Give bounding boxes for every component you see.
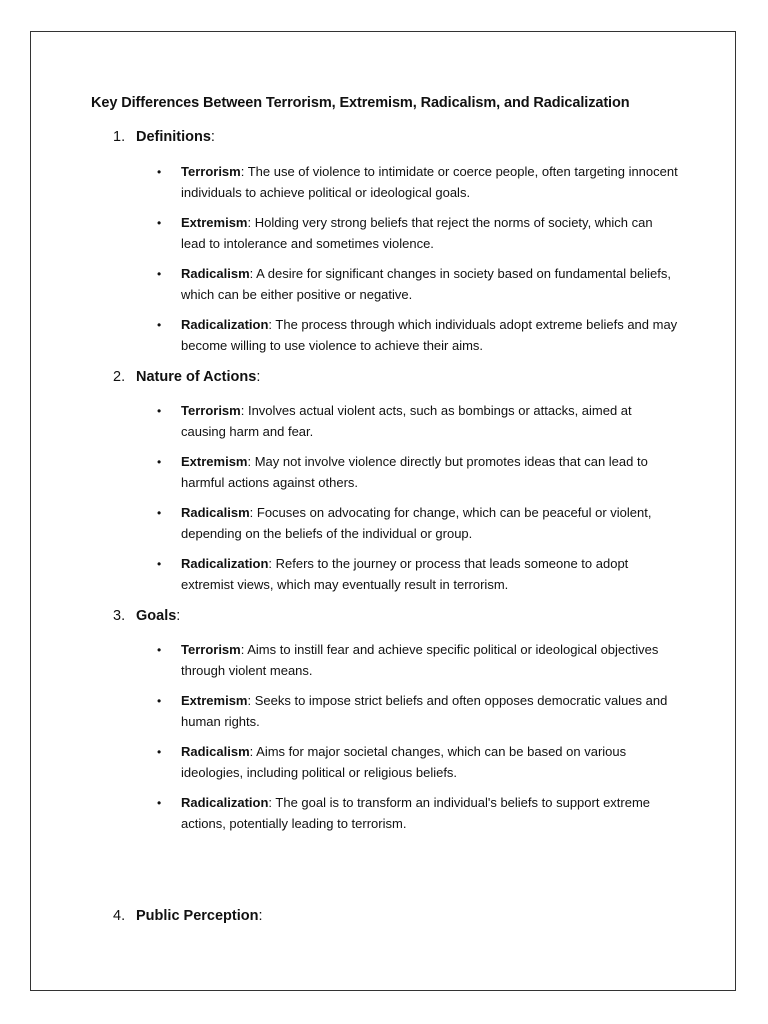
section-colon: : xyxy=(210,129,215,145)
section-heading-public-perception xyxy=(113,908,263,924)
list-item xyxy=(159,742,679,783)
section-number: 1. xyxy=(113,129,126,145)
term-description: : Holding very strong beliefs that reject the norms of society, which can lead to intolerance and sometimes violence. xyxy=(181,215,653,251)
term-label: Extremism xyxy=(181,454,248,469)
bullet-icon: • xyxy=(157,216,162,230)
bullet-icon: • xyxy=(157,557,162,571)
bullet-icon: • xyxy=(157,796,162,810)
term-label: Terrorism xyxy=(181,164,241,179)
bullet-icon: • xyxy=(157,643,162,657)
bullet-icon: • xyxy=(157,404,162,418)
section-number: 4. xyxy=(113,908,126,924)
document-title: Key Differences Between Terrorism, Extremism, Radicalism, and Radicalization xyxy=(91,95,630,111)
term-description: : Aims for major societal changes, which can be based on various ideologies, including political or religious beliefs. xyxy=(181,744,627,780)
section-name: Public Perception xyxy=(136,908,259,924)
bullet-icon: • xyxy=(157,267,162,281)
list-item xyxy=(159,162,679,203)
bullet-icon: • xyxy=(157,694,162,708)
list-item xyxy=(159,452,679,493)
bullet-icon: • xyxy=(157,165,162,179)
section-colon: : xyxy=(258,908,263,924)
list-item xyxy=(159,554,679,595)
section-colon: : xyxy=(176,608,181,624)
list-item xyxy=(159,691,679,732)
section-name: Nature of Actions xyxy=(136,369,257,385)
term-label: Radicalization xyxy=(181,795,269,810)
term-label: Radicalization xyxy=(181,556,269,571)
term-description: : Seeks to impose strict beliefs and often opposes democratic values and human rights. xyxy=(181,693,668,729)
term-description: : A desire for significant changes in society based on fundamental beliefs, which can be either positive or negative. xyxy=(181,266,671,302)
term-label: Extremism xyxy=(181,693,248,708)
section-number: 3. xyxy=(113,608,126,624)
term-label: Radicalism xyxy=(181,266,250,281)
term-description: : Focuses on advocating for change, which can be peaceful or violent, depending on the beliefs of the individual or group. xyxy=(181,505,652,541)
list-item xyxy=(159,264,679,305)
document-page xyxy=(30,31,736,991)
bullet-icon: • xyxy=(157,506,162,520)
list-item xyxy=(159,213,679,254)
term-label: Radicalization xyxy=(181,317,269,332)
term-label: Terrorism xyxy=(181,642,241,657)
term-description: : Involves actual violent acts, such as bombings or attacks, aimed at causing harm and fear. xyxy=(181,403,632,439)
section-heading-goals xyxy=(113,608,180,624)
term-description: : Aims to instill fear and achieve specific political or ideological objectives through violent means. xyxy=(181,642,659,678)
section-heading-nature-of-actions xyxy=(113,369,260,385)
term-description: : The use of violence to intimidate or coerce people, often targeting innocent individuals to achieve political or ideological goals. xyxy=(181,164,678,200)
section-name: Goals xyxy=(136,608,177,624)
term-description: : Refers to the journey or process that leads someone to adopt extremist views, which may eventually result in terrorism. xyxy=(181,556,629,592)
list-item xyxy=(159,401,679,442)
term-description: : The goal is to transform an individual's beliefs to support extreme actions, potentially leading to terrorism. xyxy=(181,795,651,831)
term-label: Terrorism xyxy=(181,403,241,418)
section-heading-definitions xyxy=(113,129,215,145)
section-colon: : xyxy=(256,369,261,385)
list-item xyxy=(159,503,679,544)
term-label: Extremism xyxy=(181,215,248,230)
bullet-icon: • xyxy=(157,318,162,332)
term-description: : The process through which individuals adopt extreme beliefs and may become willing to use violence to achieve their aims. xyxy=(181,317,678,353)
bullet-icon: • xyxy=(157,745,162,759)
list-item xyxy=(159,640,679,681)
term-label: Radicalism xyxy=(181,744,250,759)
term-description: : May not involve violence directly but promotes ideas that can lead to harmful actions against others. xyxy=(181,454,648,490)
section-number: 2. xyxy=(113,369,126,385)
list-item xyxy=(159,793,679,834)
section-name: Definitions xyxy=(136,129,211,145)
list-item xyxy=(159,315,679,356)
term-label: Radicalism xyxy=(181,505,250,520)
bullet-icon: • xyxy=(157,455,162,469)
